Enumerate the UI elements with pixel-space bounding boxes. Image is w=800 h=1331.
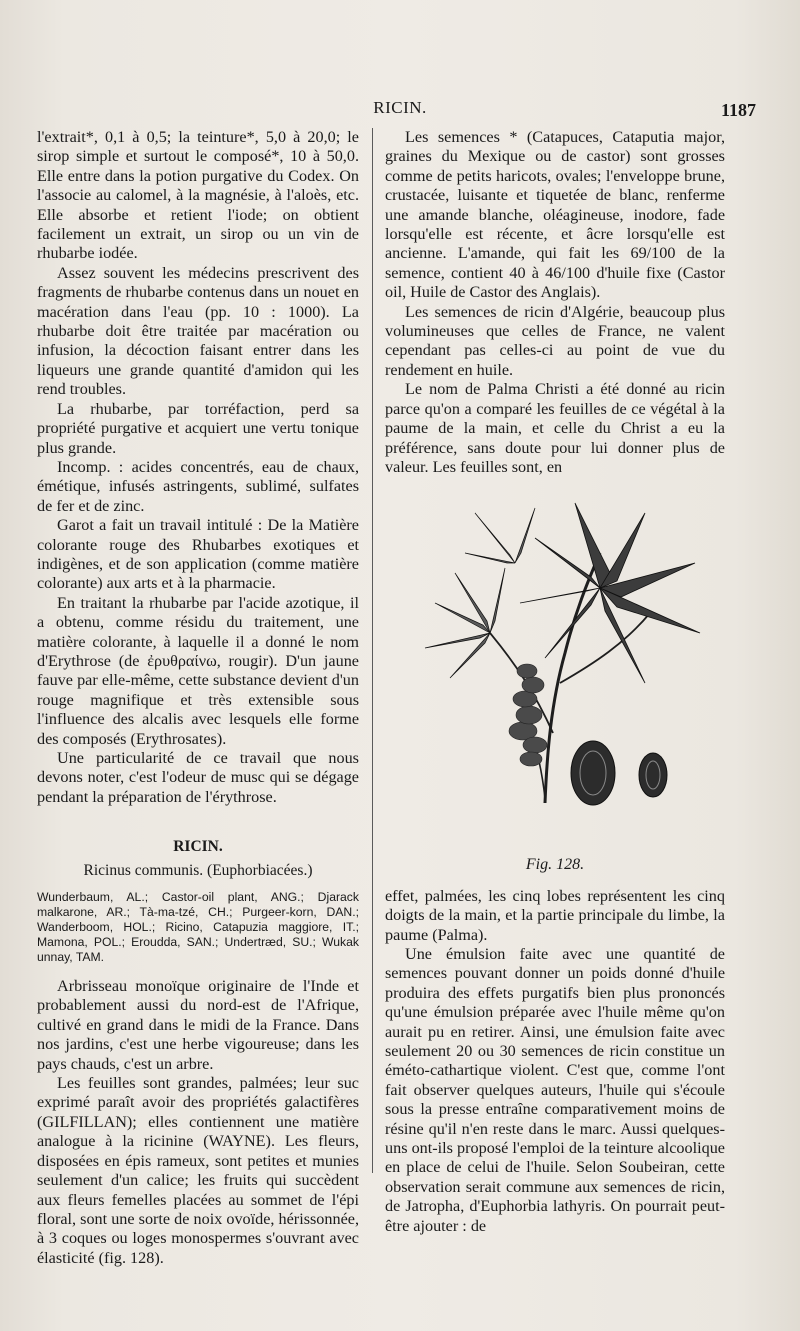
page-number: 1187	[720, 100, 756, 120]
paragraph: En traitant la rhubarbe par l'acide azotique, il a obtenu, comme résidu du traitement, une matière colorante, à laquelle il a donné le nom d'Erythrose (de ἐρυθραίνω, rougir). D'un jaune fauve par elle-même, cette substance devient d'un rouge magnifique et très extensible sous l'influence des alcalis avec lesquels elle forme des composés (Erythrosates).	[37, 593, 359, 748]
ricinus-plant-illustration	[395, 493, 715, 823]
right-column	[385, 128, 725, 1236]
paragraph: Les feuilles sont grandes, palmées; leur suc exprimé paraît avoir des propriétés galactifères (GILFILLAN); elles contiennent une matière analogue à la ricinine (WAYNE). Les fleurs, disposées en épis rameux, sont petites et munies seulement d'un calice; les fruits qui succèdent aux fleurs femelles placées au sommet de l'épi floral, sont une sorte de noix ovoïde, hérissonnée, à 3 coques ou loges monospermes s'ouvrant avec élasticité (fig. 128).	[37, 1074, 359, 1267]
left-column	[37, 128, 359, 1268]
paragraph: Les semences de ricin d'Algérie, beaucoup plus volumineuses que celles de France, ne valent cependant pas celles-ci au point de vue du rendement en huile.	[385, 302, 725, 379]
paragraph: Le nom de Palma Christi a été donné au ricin parce qu'on a comparé les feuilles de ce végétal à la paume de la main, et celle du Christ a eu la préférence, sans doute pour lui donner plus de valeur. Les feuilles sont, en	[385, 380, 725, 476]
paragraph: Assez souvent les médecins prescrivent des fragments de rhubarbe contenus dans un nouet en macération dans l'eau (pp. 10 : 1000). La rhubarbe doit être traitée par macération ou infusion, la décoction faisant entrer dans les liqueurs une grande quantité d'amidon qui les rend troubles.	[37, 263, 359, 399]
paragraph: Une particularité de ce travail que nous devons noter, c'est l'odeur de musc qui se dégage pendant la préparation de l'érythrose.	[37, 749, 359, 806]
figure-ricinus-illustration	[385, 493, 725, 849]
paragraph: Incomp. : acides concentrés, eau de chaux, émétique, infusés astringents, sublimé, sulfates de fer et de zinc.	[37, 457, 359, 515]
paragraph: effet, palmées, les cinq lobes représentent les cinq doigts de la main, et la partie principale du limbe, la paume (Palma).	[385, 886, 725, 944]
paragraph: Une émulsion faite avec une quantité de semences pouvant donner un poids donné d'huile produira des effets purgatifs bien plus prononcés qu'une émulsion préparée avec l'huile même qu'on aurait pu en retirer. Ainsi, une émulsion faite avec seulement 20 ou 30 semences de ricin constitue un éméto-cathartique violent. C'est que, comme l'ont fait observer quelques auteurs, l'huile qui s'écoule sous la presse entraîne comparativement moins de résine qu'il n'en reste dans le marc. Aussi quelques-uns ont-ils proposé l'emploi de la teinture alcoolique en place de celui de l'huile. Selon Soubeiran, cette observation serait commune aux semences de ricin, de Jatropha, d'Euphorbia lathyris. On pourrait peut-être ajouter : de	[385, 944, 725, 1235]
running-title: RICIN.	[373, 98, 427, 117]
synonyms-list: Wunderbaum, AL.; Castor-oil plant, ANG.; Djarack malkarone, AR.; Tà-ma-tzé, CH.; Purgeer-korn, DAN.; Wanderboom, HOL.; Ricino, Catapuzia maggiore, IT.; Mamona, POL.; Eroudda, SAN.; Undertræd, SU.; Wukak unnay, TAM.	[37, 890, 359, 965]
paragraph: Garot a fait un travail intitulé : De la Matière colorante rouge des Rhubarbes exotiques et indigènes, et de son application (comme matière colorante) aux arts et à la pharmacie.	[37, 516, 359, 593]
paragraph: Arbrisseau monoïque originaire de l'Inde et probablement aussi du nord-est de l'Afrique, cultivé en grand dans le midi de la France. Dans nos jardins, c'est une herbe vigoureuse; dans les pays chauds, c'est un arbre.	[37, 977, 359, 1073]
figure-caption: Fig. 128.	[525, 856, 585, 874]
paragraph: La rhubarbe, par torréfaction, perd sa propriété purgative et acquiert une vertu tonique plus grande.	[37, 399, 359, 457]
paragraph: l'extrait*, 0,1 à 0,5; la teinture*, 5,0 à 20,0; le sirop simple et surtout le composé*, 10 à 50,0. Elle entre dans la potion purgative du Codex. On l'associe au calomel, à la magnésie, à l'aloès, etc. Elle absorbe et retient l'iode; on obtient facilement un extrait, un sirop ou un vin de rhubarbe iodée.	[37, 128, 359, 263]
paragraph: Les semences * (Catapuces, Cataputia major, graines du Mexique ou de castor) sont grosses comme de petits haricots, ovales; l'enveloppe brune, crustacée, luisante et tiquetée de blanc, renferme une amande blanche, oléagineuse, inodore, fade lorsqu'elle est récente, et âcre lorsqu'elle est ancienne. L'amande, qui fait les 69/100 de la semence, contient 40 à 46/100 d'huile fixe (Castor oil, Huile de Castor des Anglais).	[385, 128, 725, 302]
section-subtitle: Ricinus communis. (Euphorbiacées.)	[83, 861, 313, 879]
column-divider	[372, 128, 373, 1173]
section-title: RICIN.	[173, 838, 223, 856]
